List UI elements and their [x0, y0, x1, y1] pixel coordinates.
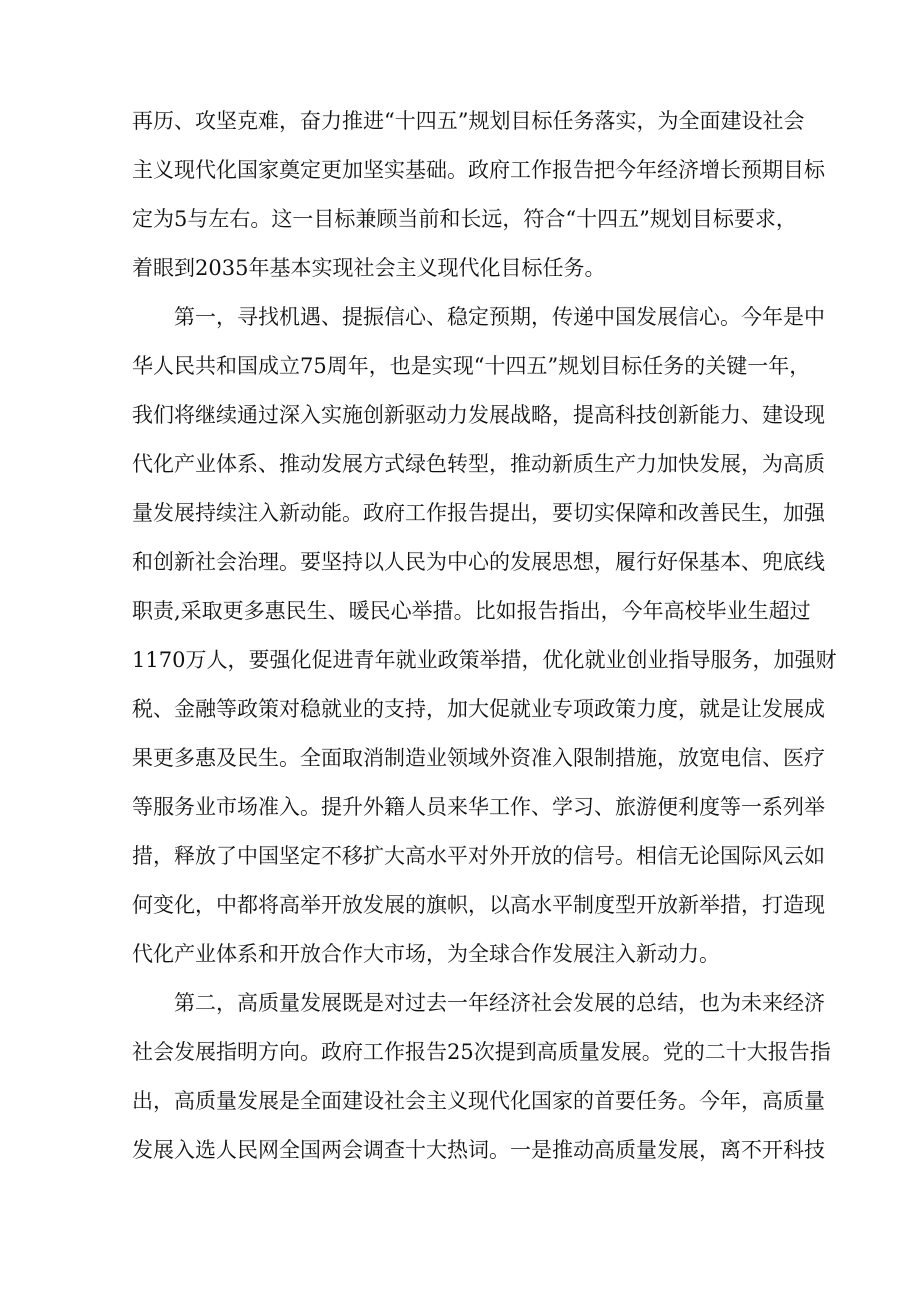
- paragraph-intro-continuation: [132, 108, 825, 282]
- text-line: 着眼到2035年基本实现社会主义现代化目标任务。: [132, 256, 606, 280]
- text-line: 第二，高质量发展既是对过去一年经济社会发展的总结，也为未来经济: [174, 991, 825, 1015]
- paragraph-second-point: [132, 990, 831, 1164]
- text-line: 代化产业体系和开放合作大市场，为全球合作发展注入新动力。: [132, 942, 720, 966]
- text-line: 华人民共和国成立75周年，也是实现“十四五”规划目标任务的关键一年，: [132, 354, 811, 378]
- text-line: 主义现代化国家奠定更加坚实基础。政府工作报告把今年经济增长预期目标: [132, 158, 825, 182]
- text-line: 发展入选人民网全国两会调查十大热词。一是推动高质量发展，离不开科技: [132, 1138, 825, 1162]
- text-line: 税、金融等政策对稳就业的支持，加大促就业专项政策力度，就是让发展成: [132, 697, 825, 721]
- text-line: 何变化，中都将高举开放发展的旗帜，以高水平制度型开放新举措，打造现: [132, 893, 825, 917]
- text-line: 等服务业市场准入。提升外籍人员来华工作、学习、旅游便利度等一系列举: [132, 795, 825, 819]
- text-line: 1170万人，要强化促进青年就业政策举措，优化就业创业指导服务，加强财: [132, 648, 837, 672]
- text-line: 我们将继续通过深入实施创新驱动力发展战略，提高科技创新能力、建设现: [132, 403, 825, 427]
- text-line: 量发展持续注入新动能。政府工作报告提出，要切实保障和改善民生，加强: [132, 501, 825, 525]
- text-line: 出，高质量发展是全面建设社会主义现代化国家的首要任务。今年，高质量: [132, 1089, 825, 1113]
- text-line: 再历、攻坚克难，奋力推进“十四五”规划目标任务落实，为全面建设社会: [132, 109, 805, 133]
- text-line: 社会发展指明方向。政府工作报告25次提到高质量发展。党的二十大报告指: [132, 1040, 831, 1064]
- text-line: 职责,采取更多惠民生、暖民心举措。比如报告指出，今年高校毕业生超过: [132, 599, 811, 623]
- text-line: 果更多惠及民生。全面取消制造业领域外资准入限制措施，放宽电信、医疗: [132, 746, 825, 770]
- text-line: 代化产业体系、推动发展方式绿色转型，推动新质生产力加快发展，为高质: [132, 452, 825, 476]
- paragraph-first-point: [132, 304, 837, 968]
- document-body: [132, 108, 837, 1186]
- text-line: 第一，寻找机遇、提振信心、稳定预期，传递中国发展信心。今年是中: [174, 305, 825, 329]
- text-line: 定为5与左右。这一目标兼顾当前和长远，符合“十四五”规划目标要求，: [132, 207, 797, 231]
- text-line: 措，释放了中国坚定不移扩大高水平对外开放的信号。相信无论国际风云如: [132, 844, 825, 868]
- text-line: 和创新社会治理。要坚持以人民为中心的发展思想，履行好保基本、兜底线: [132, 550, 825, 574]
